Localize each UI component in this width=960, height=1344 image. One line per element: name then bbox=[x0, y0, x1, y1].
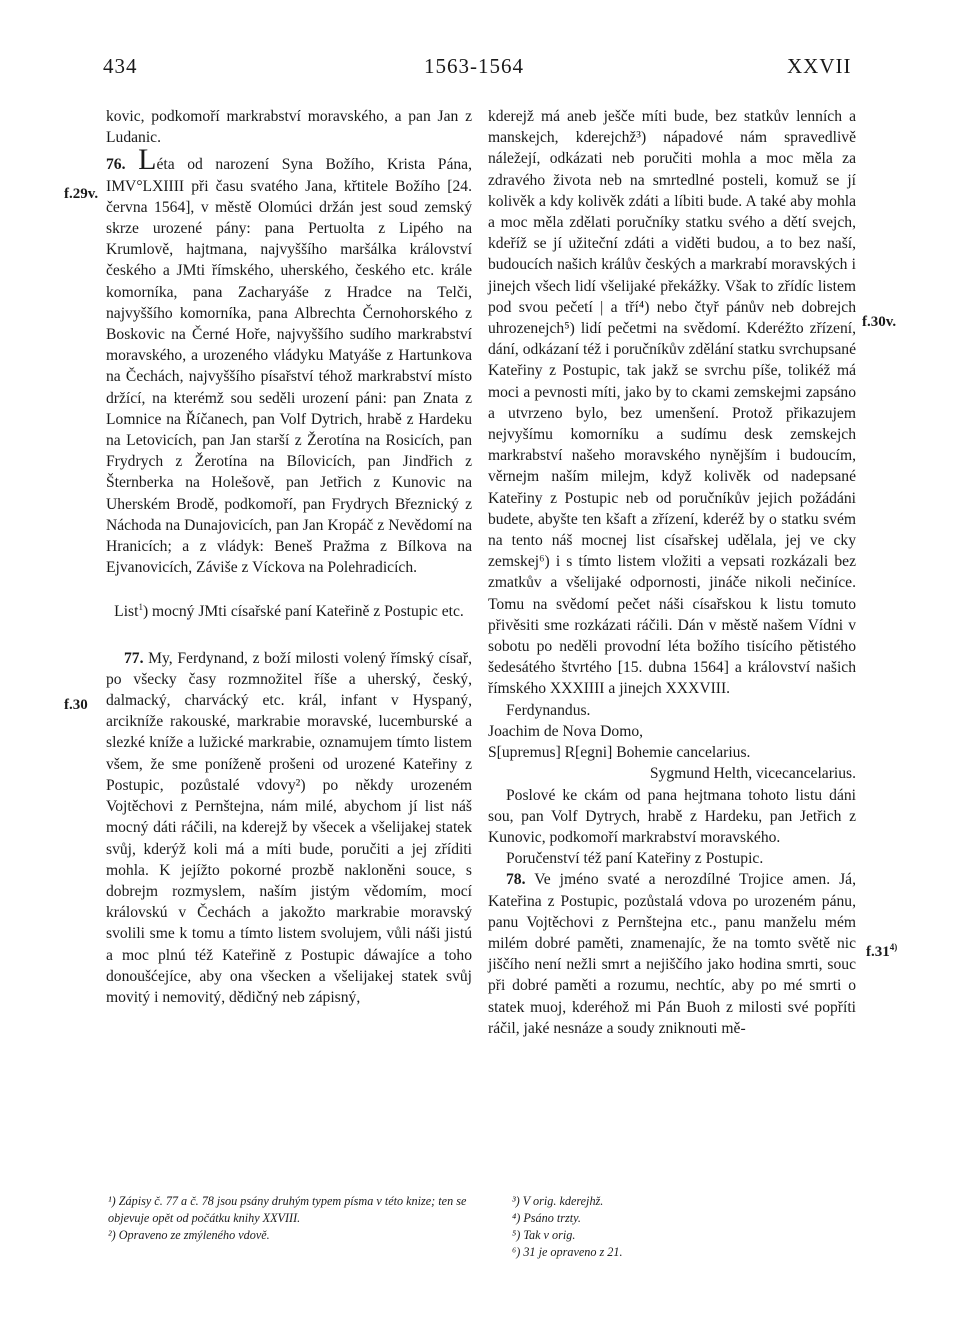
guardianship-heading: Poručenství též paní Kateřiny z Postupic. bbox=[506, 850, 764, 868]
entry-77-number: 77. bbox=[124, 649, 144, 667]
entry-77 bbox=[106, 648, 472, 1008]
entry-76-number: 76. bbox=[106, 156, 126, 174]
document-title bbox=[106, 601, 472, 622]
margin-folio-30: f.30 bbox=[64, 697, 88, 713]
footnote-4: ⁴) Psáno trzty. bbox=[512, 1211, 581, 1225]
entry-76 bbox=[106, 143, 472, 578]
footnote-2: ²) Opraveno ze zmýleného vdově. bbox=[108, 1228, 270, 1242]
entry-76-initial: L bbox=[138, 143, 157, 177]
margin-folio-29v: f.29v. bbox=[64, 186, 99, 202]
entry-78 bbox=[488, 869, 856, 1039]
entry-78-number: 78. bbox=[506, 871, 526, 889]
signature-vicecancelarius: Sygmund Helth, vicecancelarius. bbox=[649, 765, 856, 783]
left-column bbox=[106, 106, 472, 1008]
footnote-5: ⁵) Tak v orig. bbox=[512, 1228, 576, 1242]
signature-cancelarius: S[upremus] R[egni] Bohemie cancelarius. bbox=[488, 744, 751, 762]
page-number: 434 bbox=[103, 54, 138, 78]
messengers-paragraph: Poslové ke ckám od pana hejtmana tohoto listu dáni sou, pan Volf Dytrych, hrabě z Hardeku, pan Jetřich z Kunovic, podkomoří markrabství moravského. bbox=[488, 786, 856, 846]
entry-76-text: éta od narození Syna Božího, Krista Pána, IMV°LXIIII při času svatého Jana, křtitele Božího [24. června 1564], v městě Olomúci držán jest soud zemský skrze urozené pány: pana Pertuolta z Lipého na Krumlově, hajtmana, najvyššího maršálka království českého a JMti římského, uherského, českého etc. krále komorníka, pana Zacharyáše z Hradce na Telči, najvyššího komorníka, pana Albrechta Černohorského z Boskovic na Černé Hoře, najvyššího sudího markrabství moravského, a urozeného vládyku Matyáše z Hartunkova na Čechách, najvyššího písařství téhož markrabství místo držící, na kterémž sou seděli urození páni: pan Znata z Lomnice na Říčanech, pan Volf Dytrich, hrabě z Hardeku na Letovicích, pan Jan starší z Žerotína na Rosicích, pan Frydrych z Žerotína na Bílovicích, pan Jindřich z Šternberka na Holešově, pan Jetřich z Kunovic na Uherském Brodě, podkomoří, pan Frydrych Březnický z Náchoda na Dunajovicích, pan Jan Kropáč z Nevědomí na Hranicích; a z vládyk: Beneš Pražma z Bílkova na Ejvanovicích, Záviše z Víckova na Polehradicích. bbox=[106, 156, 472, 577]
intro-paragraph: kovic, podkomoří markrabství moravského, a pan Jan z Ludanic. bbox=[106, 108, 472, 147]
document-title-footnote-ref: 1 bbox=[138, 602, 143, 613]
footnote-1: ¹) Zápisy č. 77 a č. 78 jsou psány druhým typem písma v této knize; ten se objevuje opět od počátku knihy XXVIII. bbox=[108, 1194, 467, 1225]
margin-folio-30v: f.30v. bbox=[862, 314, 897, 330]
signature-ferdynandus: Ferdynandus. bbox=[506, 701, 591, 719]
margin-folio-31-label: f.31 bbox=[866, 944, 890, 960]
footnotes-left bbox=[108, 1193, 478, 1244]
document-title-start: List bbox=[114, 603, 139, 621]
running-head-book: XXVII bbox=[787, 54, 852, 78]
entry-77-text: My, Ferdynand, z boží milosti volený římský císař, po všecky časy rozmnožitel říše a uherský, český, dalmacký, charvácký etc. král, infant v Hyspaný, arcikníže rakouské, markrabie moravské, lucemburské a slezké kníže a lužické markrabie, oznamujem tímto listem všem, že sme poníženě prošeni od urozené Kateřiny z Postupic, pozůstalé vdovy²) po někdy urozeném Vojtěchovi z Pernštejna, nám milé, abychom jí list náš mocný dáti ráčili, na kderejž by všecek a všelijakej statek svůj, kderýž koli má a míti bude, poručiti a jej zříditi mohla. K jejížto pokorné prozbě nakloněni souce, s dobrejm rozmyslem, naším jistým vědomím, mocí královskú v Čechách a jakožto markrabie moravský svolili sme k tomu a tímto listem svolujem, vůli náši jistú a moc plnú též Kateřině z Postupic dáwajíce a toho donoušćejíce, aby ona všecken a všelijakej statek svůj movitý i nemovitý, dědičný neb zápisný, bbox=[106, 649, 472, 1006]
margin-folio-31-sup: 4) bbox=[889, 942, 898, 952]
entry-78-text: Ve jméno svaté a nerozdílné Trojice amen. Já, Kateřina z Postupic, pozůstalá vdova po urozeném pánu, panu Vojtěchovi z Pernštejna etc., panu manželu mém milém dobré paměti, znamenajíc, že na tomto světě nic jiščího není nežli smrt a nejiščího jako hodina smrti, souc při dobré paměti a rozumu, nechtíc, aby po mé smrti o statek muoj, kderéhož mi Pán Buoh z milosti své popříti ráčil, jaké nesnáze a soudy zniknouti mě- bbox=[488, 871, 856, 1037]
signature-joachim: Joachim de Nova Domo, bbox=[488, 722, 644, 740]
margin-folio-31 bbox=[866, 944, 897, 961]
running-head-years: 1563-1564 bbox=[424, 54, 524, 78]
entry-77-continued: kderejž má aneb ješče míti bude, bez statkův lenních a manskejch, kderejchž³) nápadové nám spravedlivě náležejí, odkázati neb poručiti mohla a moc měla za zdravého života neb na smrtedlné posteli, komuž se jí kolivěk a kdy kolivěk zdáti a líbiti bude. A také aby mohla a moc měla zdělati poručníky statku svého a dětí svejch, kdeříž se jí užiteční zdáti a viděti budou, a to bez naší, budoucích našich králův českých a markrabí moravských i jinejch všech lidí všelijaké překážky. Však to zřídíc listem pod svou pečetí | a tří⁴) nebo čtyř pánův neb dobrejch uhrozenejch⁵) lidí pečetmi na svědomí. Kderéžto zřízení, dání, odkázaní též i poručníkův zdělání statku svrchupsané Kateřiny z Postupic, tak jakž se svrchu píše, tolikéž má moci a pevnosti míti, jako by to ckami zemskejmi zapsáno a utvrzeno bylo, bez umenšení. Protož přikazujem nejvyšímu komorníku a sudímu desk zemskejch markrabství našeho moravského nynějším i budoucím, věrnejm naším milejm, když kolivěk od nadepsané Kateřiny z Postupic neb od poručníkův jejich požádáni budete, abyšte ten kšaft a zřízení, kderéž by o statku svém na tento náš mocnej list císařskej udělala, jej ve cky zemskej⁶) i s tímto listem vložiti a vepsati rozkázali bez zmatkův a všelijaké odpornosti, jináče nikoli nečiníce. Tomu na svědomí pečet náši císařskou k listu tomuto přivěsiti sme rozkázati ráčili. Dán v městě našem Vídni v sobotu po neděli provodní léta božího tisícího pětistého šedesátého štvrtého [15. dubna 1564] a království našich římského XXXIIII a jinejch XXXVIII. bbox=[488, 108, 856, 698]
footnote-6: ⁶) 31 je opraveno z 21. bbox=[512, 1245, 623, 1259]
footnotes-right bbox=[512, 1193, 852, 1261]
right-column bbox=[488, 106, 856, 1039]
document-title-rest: ) mocný JMti císařské paní Kateřině z Postupic etc. bbox=[142, 603, 464, 621]
footnote-3: ³) V orig. kderejhž. bbox=[512, 1194, 604, 1208]
